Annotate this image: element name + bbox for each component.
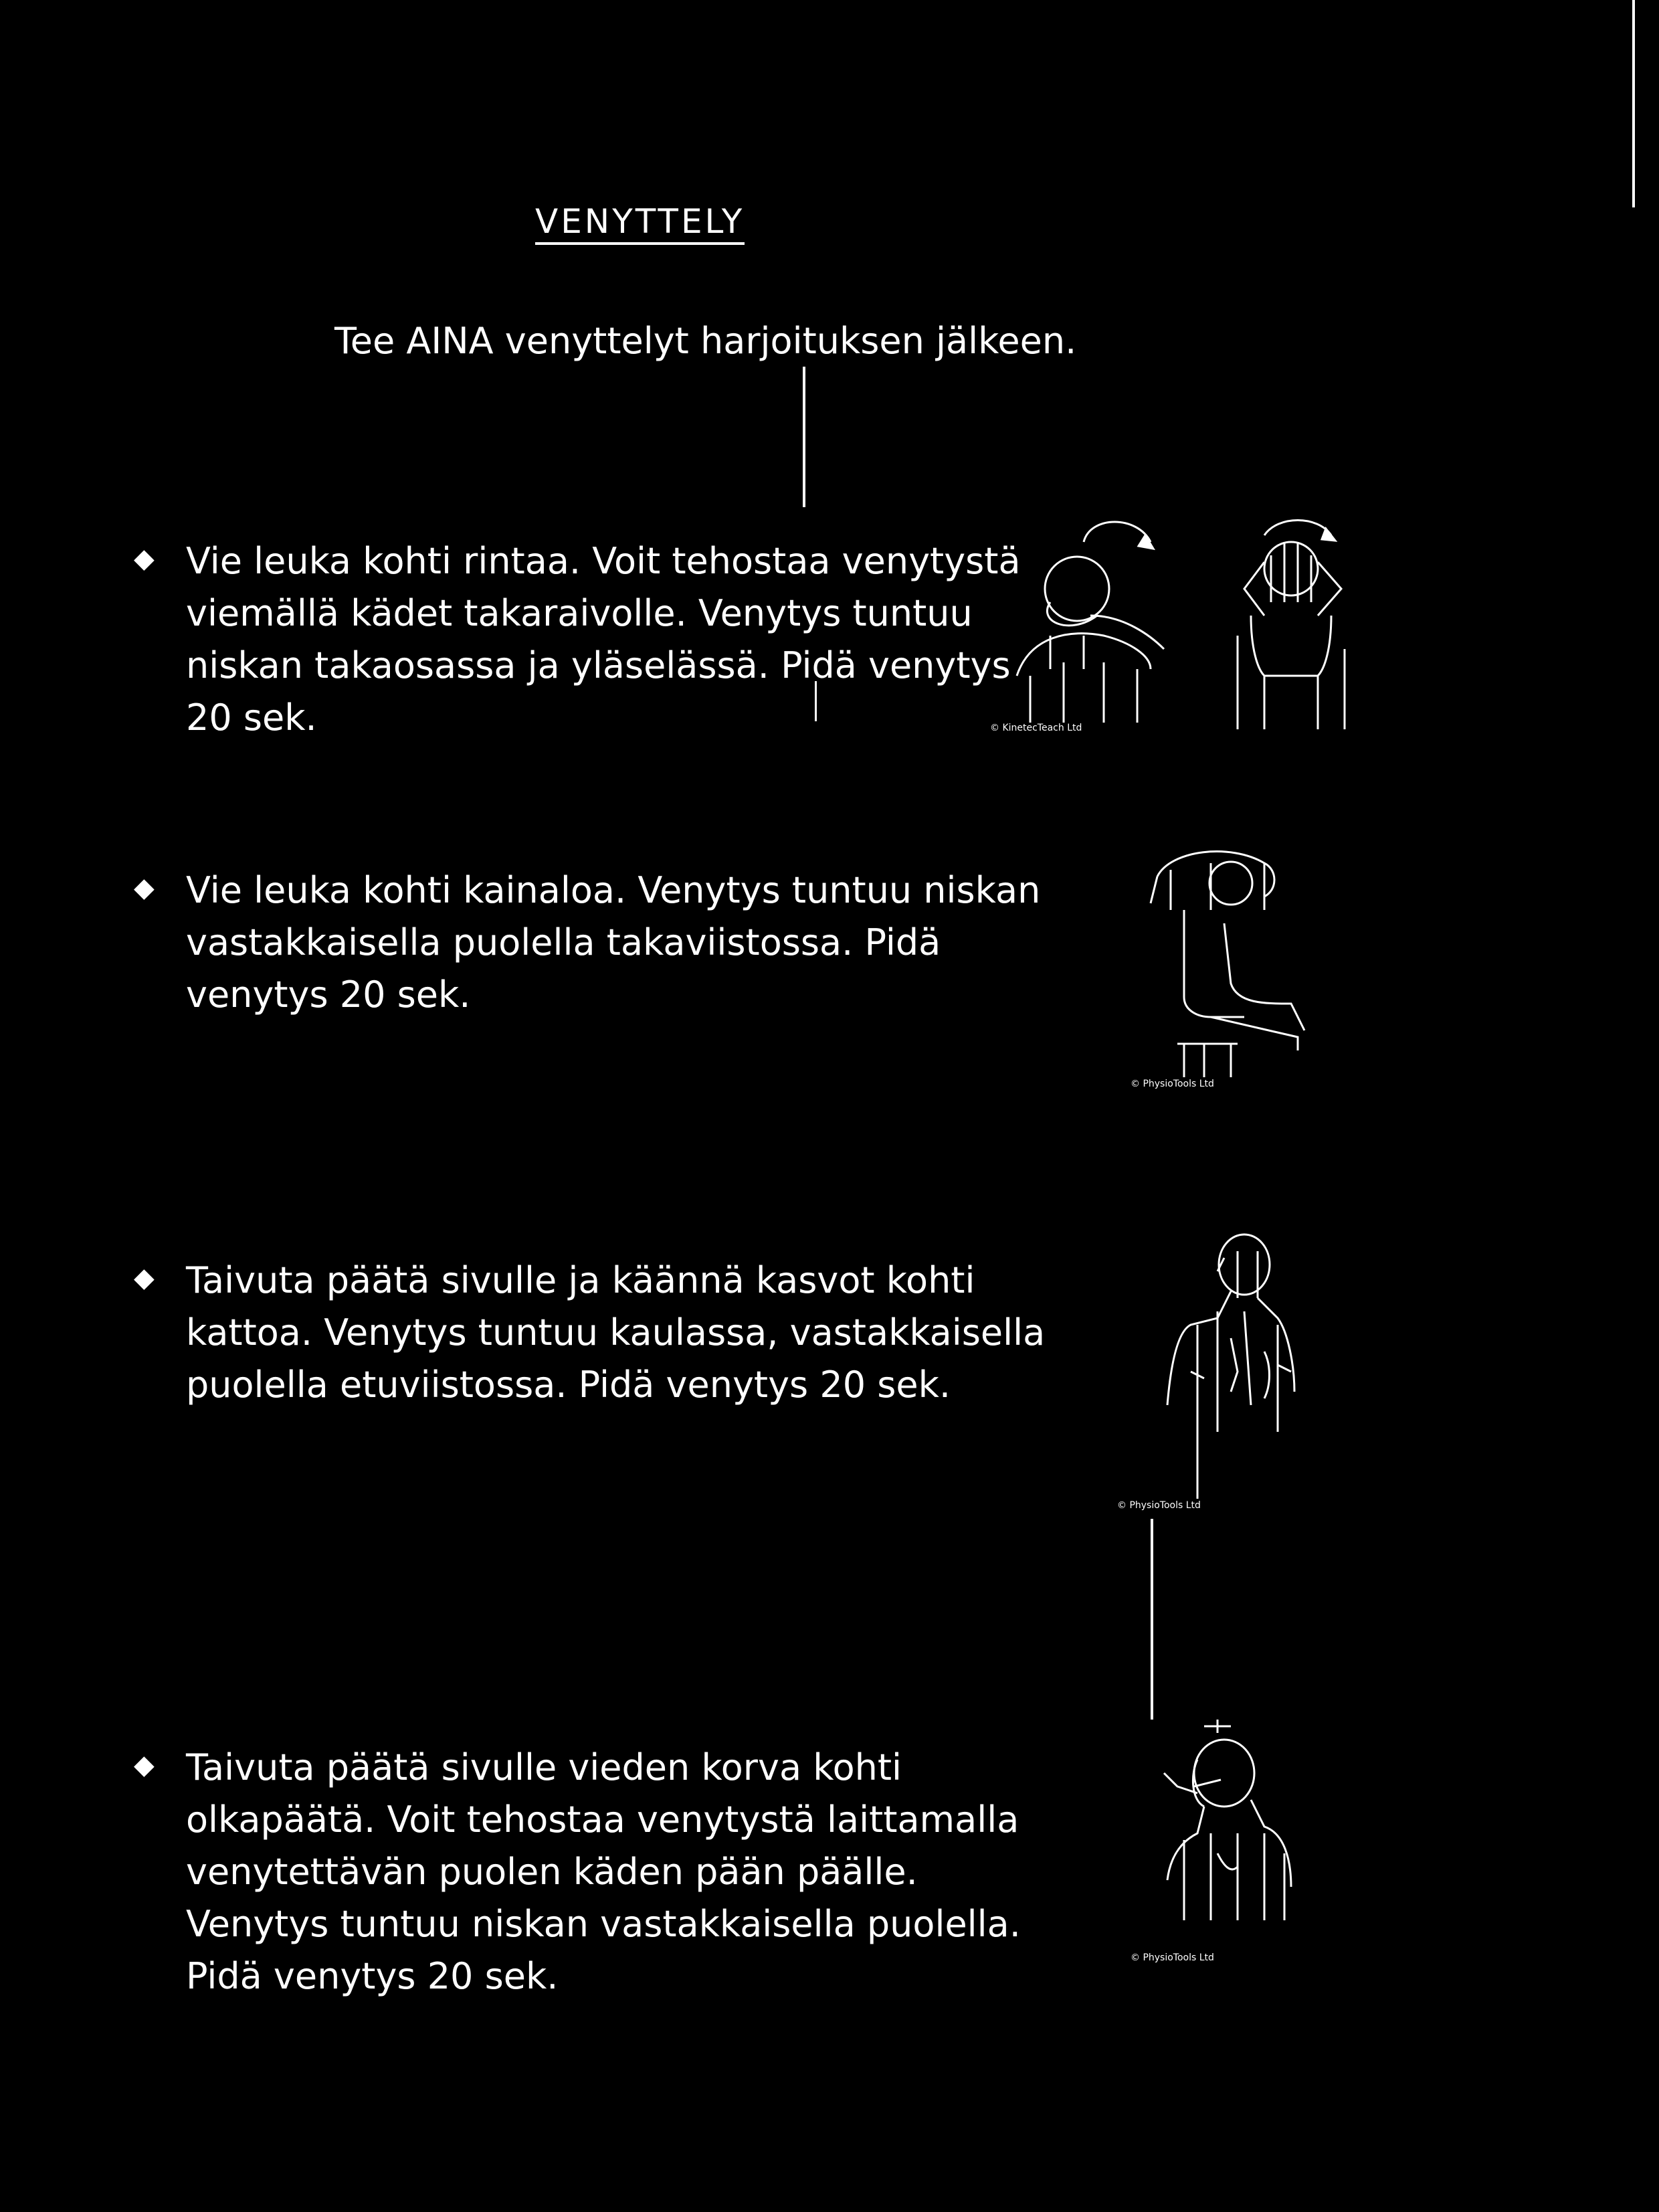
chin-to-armpit-figure-icon: [1131, 836, 1325, 1077]
side-bend-rotate-figure-icon: [1151, 1231, 1304, 1499]
figure-copyright: © PhysioTools Ltd: [1131, 1952, 1214, 1963]
ear-to-shoulder-figure-icon: [1157, 1720, 1304, 1940]
exercise-text: Vie leuka kohti kainaloa. Venytys tuntuu niskan vastakkaisella puolella takaviistossa. Pidä venytys 20 sek.: [186, 869, 1041, 1016]
page-subtitle: Tee AINA venyttelyt harjoituksen jälkeen.: [334, 320, 1077, 362]
bullet-icon: ◆: [134, 872, 155, 903]
figure-copyright: © KinetecTeach Ltd: [990, 723, 1082, 733]
bullet-icon: ◆: [134, 1263, 155, 1293]
exercise-text: Taivuta päätä sivulle ja käännä kasvot kohti kattoa. Venytys tuntuu kaulassa, vastakkaisella puolella etuviistossa. Pidä venytys 20 sek.: [186, 1259, 1046, 1406]
exercise-text: Vie leuka kohti rintaa. Voit tehostaa venytystä viemällä kädet takaraivolle. Venytys tuntuu niskan takaosassa ja yläselässä. Pidä venytys 20 sek.: [186, 540, 1021, 739]
divider-line: [1151, 1519, 1153, 1720]
exercise-item: [134, 1255, 1064, 1411]
divider-line: [1632, 0, 1635, 207]
exercise-item: [134, 535, 1064, 744]
divider-line: [803, 367, 805, 507]
bullet-icon: ◆: [134, 1750, 155, 1780]
neck-flexion-figure-icon: [990, 502, 1184, 729]
bullet-icon: ◆: [134, 543, 155, 574]
figure-copyright: © PhysioTools Ltd: [1131, 1079, 1214, 1089]
figure-copyright: © PhysioTools Ltd: [1117, 1500, 1201, 1511]
exercise-item: [134, 864, 1064, 1021]
hands-behind-head-figure-icon: [1224, 515, 1358, 729]
exercise-item: [134, 1742, 1064, 2003]
exercise-text: Taivuta päätä sivulle vieden korva kohti olkapäätä. Voit tehostaa venytystä laittamalla venytettävän puolen käden pään päälle. Venytys tuntuu niskan vastakkaisella puolella. Pidä venytys 20 sek.: [186, 1746, 1021, 1997]
page-title: VENYTTELY: [535, 205, 745, 245]
